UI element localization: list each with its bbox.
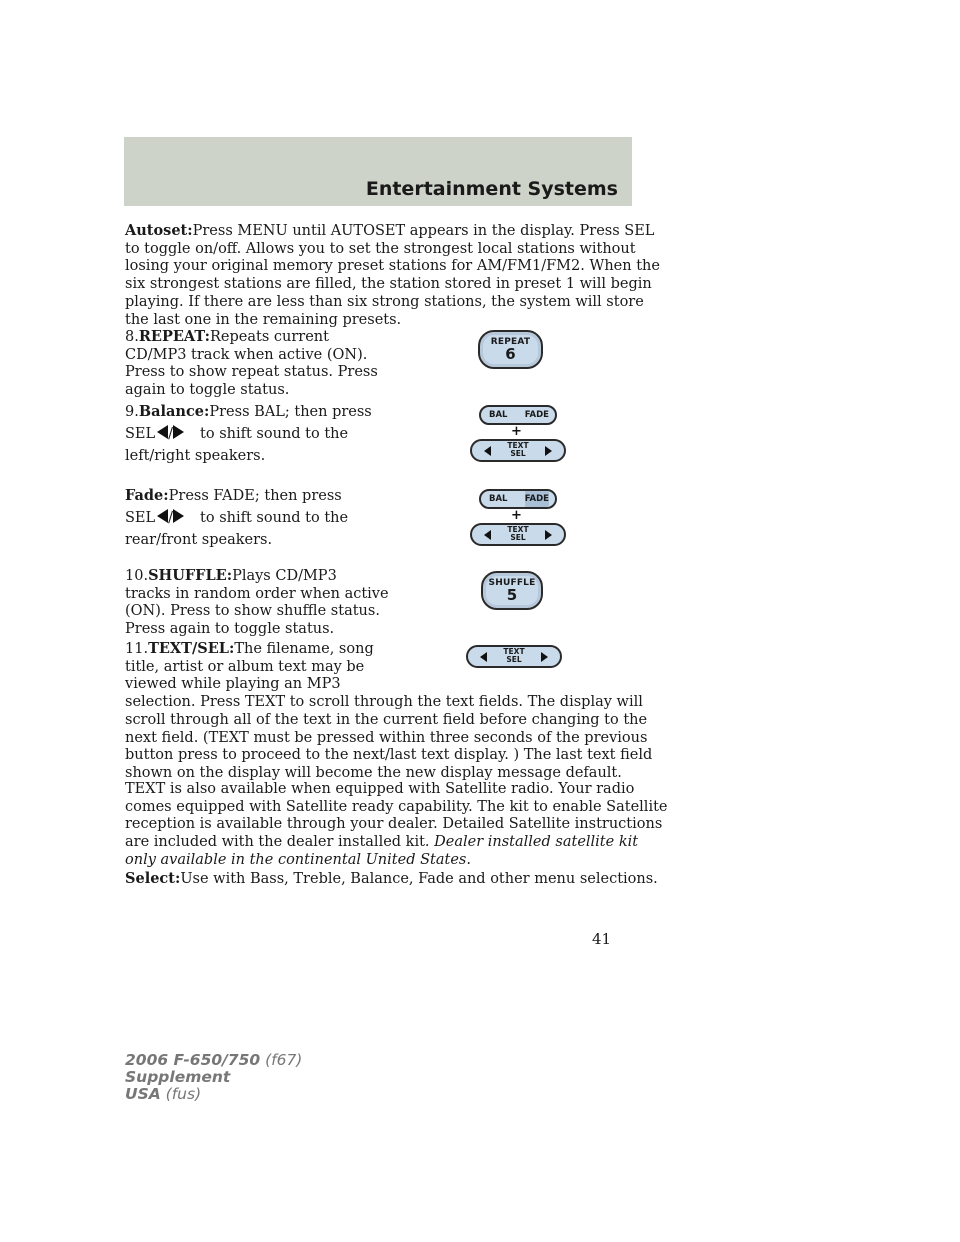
document-footer (125, 1052, 302, 1103)
bal-label: BAL (489, 410, 508, 420)
satellite-period: . (466, 851, 471, 868)
repeat-label: REPEAT: (138, 328, 210, 345)
footer-model: 2006 F-650/750 (125, 1051, 261, 1069)
right-arrow-icon (173, 509, 184, 523)
fade-sel: SEL (125, 510, 156, 526)
textsel-label: TEXT/SEL: (148, 640, 235, 657)
text-sel-label: TEXT SEL (507, 525, 529, 542)
text-sel-button-illustration (470, 523, 566, 546)
select-text: Use with Bass, Treble, Balance, Fade and other menu selections. (180, 871, 658, 887)
shuffle-button-number: 5 (506, 586, 518, 604)
textsel-line: title, artist or album text may be (125, 658, 365, 675)
satellite-line: are included with the dealer installed kit. (125, 834, 435, 851)
satellite-line: reception is available through your dealer. Detailed Satellite instructions (125, 816, 663, 833)
shuffle-paragraph (125, 567, 389, 639)
shuffle-number: 10. (125, 568, 149, 584)
bal-label: BAL (489, 494, 508, 504)
satellite-line: comes equipped with Satellite ready capability. The kit to enable Satellite (125, 798, 668, 815)
balance-paragraph (125, 401, 372, 467)
fade-line: to shift sound to the (200, 510, 349, 526)
right-arrow-icon (541, 652, 548, 662)
fade-line: rear/front speakers. (125, 532, 273, 548)
balance-line: Press BAL; then press (209, 404, 372, 420)
left-arrow-icon (157, 509, 168, 523)
plus-sign: + (511, 508, 522, 523)
textsel-line: button press to proceed to the next/last text display. ) The last text field (125, 747, 653, 764)
balance-line: left/right speakers. (125, 448, 266, 464)
repeat-paragraph (125, 328, 378, 400)
text-sel-label: TEXT SEL (503, 647, 525, 664)
select-label: Select: (125, 870, 181, 887)
textsel-number: 11. (125, 641, 149, 657)
footer-code: (f67) (260, 1051, 303, 1069)
satellite-italic: only available in the continental United States (125, 851, 467, 868)
bal-fade-button-illustration (479, 405, 557, 425)
autoset-paragraph (125, 222, 660, 329)
satellite-italic: Dealer installed satellite kit (434, 834, 639, 851)
textsel-line: scroll through all of the text in the current field before changing to the (125, 711, 648, 728)
left-arrow-icon (157, 425, 168, 439)
fade-paragraph (125, 485, 348, 551)
balance-line: to shift sound to the (200, 426, 349, 442)
plus-sign: + (511, 424, 522, 439)
section-title: Entertainment Systems (365, 178, 618, 200)
shuffle-button-label: SHUFFLE (488, 578, 536, 588)
fade-label-text: Fade: (125, 487, 169, 504)
text-sel-label: TEXT SEL (507, 441, 529, 458)
textsel-paragraph (125, 640, 652, 783)
shuffle-line: tracks in random order when active (125, 585, 389, 602)
shuffle-line: Plays CD/MP3 (232, 568, 337, 584)
satellite-line: TEXT is also available when equipped with Satellite radio. Your radio (125, 781, 635, 797)
shuffle-line: (ON). Press to show shuffle status. (125, 603, 380, 620)
autoset-line: Press MENU until AUTOSET appears in the display. Press SEL (192, 223, 655, 239)
text-sel-button-illustration (466, 645, 562, 668)
right-arrow-icon (545, 530, 552, 540)
page-number: 41 (592, 930, 612, 948)
fade-slash: / (168, 510, 174, 526)
repeat-number: 8. (125, 329, 139, 345)
autoset-line: the last one in the remaining presets. (125, 311, 402, 328)
fade-label: FADE (524, 410, 549, 420)
autoset-line: losing your original memory preset stations for AM/FM1/FM2. When the (125, 258, 660, 275)
fade-line: Press FADE; then press (168, 488, 342, 504)
balance-label: Balance: (138, 403, 210, 420)
repeat-line: again to toggle status. (125, 382, 290, 399)
autoset-line: playing. If there are less than six strong stations, the system will store (125, 293, 644, 310)
repeat-button-number: 6 (505, 345, 516, 363)
textsel-line: viewed while playing an MP3 (125, 676, 341, 693)
satellite-paragraph (125, 781, 668, 870)
select-paragraph (125, 870, 658, 889)
footer-supplement: Supplement (125, 1068, 231, 1086)
textsel-line: shown on the display will become the new display message default. (125, 764, 622, 781)
balance-slash: / (168, 426, 174, 442)
bal-fade-button-illustration (479, 489, 557, 509)
shuffle-line: Press again to toggle status. (125, 621, 335, 638)
right-arrow-icon (545, 446, 552, 456)
section-header-band (124, 137, 632, 206)
repeat-button-label: REPEAT (490, 337, 531, 347)
balance-number: 9. (125, 404, 139, 420)
textsel-line: The filename, song (234, 641, 374, 657)
text-sel-button-illustration (470, 439, 566, 462)
right-arrow-icon (173, 425, 184, 439)
textsel-line: next field. (TEXT must be pressed within three seconds of the previous (125, 729, 648, 746)
autoset-label: Autoset: (125, 222, 193, 239)
repeat-6-button-illustration (478, 330, 543, 369)
shuffle-5-button-illustration (481, 571, 543, 610)
fade-label-highlighted: FADE (525, 491, 549, 507)
repeat-line: Repeats current (209, 329, 329, 345)
balance-sel: SEL (125, 426, 156, 442)
repeat-line: Press to show repeat status. Press (125, 364, 378, 381)
shuffle-label: SHUFFLE: (148, 567, 233, 584)
autoset-line: to toggle on/off. Allows you to set the strongest local stations without (125, 240, 636, 257)
textsel-line: selection. Press TEXT to scroll through the text fields. The display will (125, 694, 643, 711)
footer-region-code: (fus) (160, 1085, 202, 1103)
footer-region: USA (125, 1085, 161, 1103)
repeat-line: CD/MP3 track when active (ON). (125, 346, 368, 363)
autoset-line: six strongest stations are filled, the station stored in preset 1 will begin (125, 276, 652, 293)
